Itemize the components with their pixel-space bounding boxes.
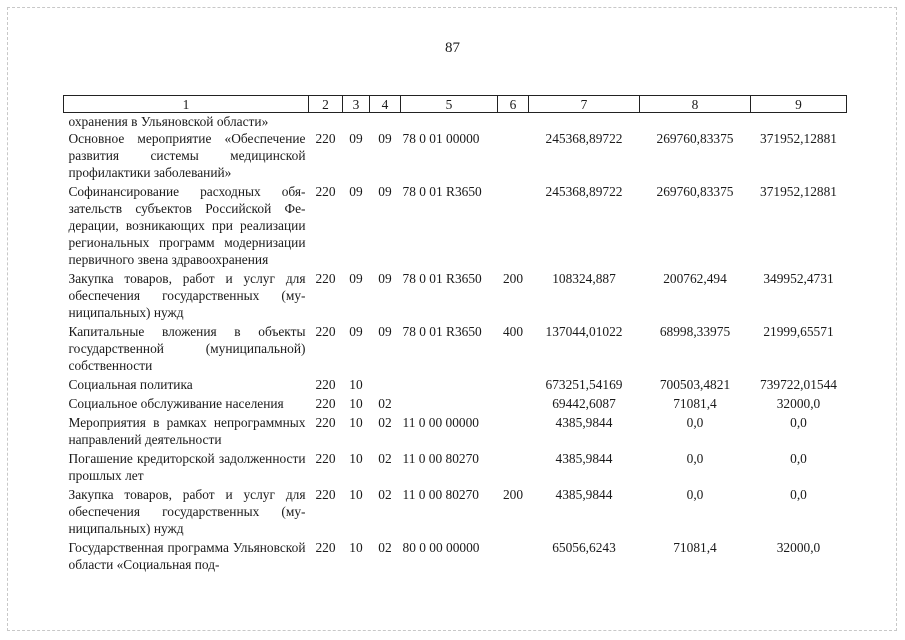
cell-amount-2: 0,0 (686, 487, 704, 502)
cell-subsection: 02 (378, 396, 392, 411)
cell-amount-1: 108324,887 (552, 271, 616, 286)
cell-amount-3: 32000,0 (776, 540, 821, 555)
cell-amount-1: 4385,9844 (555, 415, 613, 430)
cell-amount-2: 71081,4 (673, 396, 717, 411)
row-name: охранения в Ульяновской области» (68, 114, 269, 129)
cell-ministry: 220 (315, 324, 336, 339)
table-row (64, 539, 847, 575)
cell-amount-2: 71081,4 (673, 540, 717, 555)
table-row (64, 376, 847, 395)
cell-expense-type (498, 113, 529, 131)
cell-amount-2: 0,0 (686, 451, 704, 466)
cell-amount-3: 739722,01544 (760, 377, 837, 392)
cell-amount-1: 4385,9844 (555, 451, 613, 466)
cell-amount-1 (529, 113, 640, 131)
row-name: Софинансирование расходных обязательств субъектов Российской Федерации, возникающих при реализации региональных программ модернизации первичного звена здравоохранения (68, 184, 306, 267)
cell-amount-1: 673251,54169 (545, 377, 623, 392)
cell-ministry (309, 113, 343, 131)
cell-expense-type: 200 (502, 487, 524, 502)
cell-subsection: 09 (378, 131, 392, 146)
cell-target-article: 78 0 01 R3650 (402, 184, 482, 199)
table-row (64, 270, 847, 323)
cell-amount-1: 245368,89722 (545, 184, 623, 199)
cell-subsection: 02 (378, 415, 392, 430)
cell-amount-3 (751, 113, 847, 131)
cell-target-article (401, 376, 498, 395)
cell-subsection: 02 (378, 487, 392, 502)
cell-section: 09 (349, 131, 363, 146)
cell-amount-1: 245368,89722 (545, 131, 623, 146)
cell-amount-1: 65056,6243 (552, 540, 616, 555)
cell-target-article: 11 0 00 00000 (402, 415, 479, 430)
cell-expense-type (498, 539, 529, 575)
cell-section: 09 (349, 324, 363, 339)
cell-amount-1: 4385,9844 (555, 487, 613, 502)
cell-section: 09 (349, 184, 363, 199)
column-header-1: 1 (64, 96, 309, 113)
row-name: Закупка товаров, работ и услуг для обеспечения государственных (муниципальных) нужд (68, 487, 306, 536)
cell-ministry: 220 (315, 487, 336, 502)
column-header-5: 5 (401, 96, 498, 113)
cell-amount-2: 200762,494 (663, 271, 727, 286)
table-body (64, 113, 847, 576)
cell-amount-2: 269760,83375 (656, 184, 734, 199)
column-header-2: 2 (309, 96, 343, 113)
table-row (64, 113, 847, 131)
column-header-8: 8 (640, 96, 751, 113)
cell-ministry: 220 (315, 131, 336, 146)
cell-ministry: 220 (315, 377, 336, 392)
cell-expense-type (498, 130, 529, 183)
page-number: 87 (445, 40, 460, 56)
row-name: Социальная политика (68, 377, 193, 392)
row-name: Государственная программа Ульяновской области «Социальная под- (68, 540, 306, 572)
table-row (64, 183, 847, 270)
cell-section: 10 (349, 540, 363, 555)
cell-target-article: 11 0 00 80270 (402, 487, 479, 502)
cell-ministry: 220 (315, 540, 336, 555)
budget-table (63, 95, 847, 575)
cell-expense-type (498, 183, 529, 270)
row-name: Основное мероприятие «Обеспечение развития системы медицинской профилактики заболеваний» (68, 131, 306, 180)
cell-amount-2: 700503,4821 (659, 377, 731, 392)
cell-amount-1: 137044,01022 (545, 324, 623, 339)
row-name: Капитальные вложения в объекты государственной (муниципальной) собственности (68, 324, 306, 373)
cell-amount-3: 371952,12881 (760, 131, 837, 146)
cell-target-article: 11 0 00 80270 (402, 451, 479, 466)
table-row (64, 323, 847, 376)
table-header (64, 96, 847, 113)
cell-section: 10 (349, 487, 363, 502)
cell-expense-type (498, 376, 529, 395)
cell-subsection: 09 (378, 184, 392, 199)
cell-subsection: 02 (378, 451, 392, 466)
cell-ministry: 220 (315, 396, 336, 411)
cell-expense-type: 200 (502, 271, 524, 286)
cell-ministry: 220 (315, 184, 336, 199)
cell-amount-3: 349952,4731 (763, 271, 834, 286)
cell-amount-2: 0,0 (686, 415, 704, 430)
cell-amount-3: 0,0 (790, 415, 807, 430)
cell-expense-type (498, 450, 529, 486)
table-row (64, 395, 847, 414)
cell-target-article (401, 395, 498, 414)
cell-amount-2: 68998,33975 (659, 324, 731, 339)
cell-subsection (370, 376, 401, 395)
cell-section: 10 (349, 396, 363, 411)
row-name: Социальное обслуживание населения (68, 396, 284, 411)
cell-expense-type: 400 (502, 324, 524, 339)
cell-section: 09 (349, 271, 363, 286)
cell-subsection: 09 (378, 271, 392, 286)
row-name: Мероприятия в рамках непрограммных направлений деятельности (68, 415, 306, 447)
cell-ministry: 220 (315, 451, 336, 466)
cell-target-article: 78 0 01 R3650 (402, 324, 482, 339)
cell-target-article: 80 0 00 00000 (402, 540, 480, 555)
column-header-4: 4 (370, 96, 401, 113)
cell-target-article: 78 0 01 00000 (402, 131, 480, 146)
cell-subsection (370, 113, 401, 131)
column-header-3: 3 (343, 96, 370, 113)
cell-subsection: 09 (378, 324, 392, 339)
column-header-6: 6 (498, 96, 529, 113)
cell-amount-3: 371952,12881 (760, 184, 837, 199)
column-header-9: 9 (751, 96, 847, 113)
table-row (64, 450, 847, 486)
cell-expense-type (498, 395, 529, 414)
cell-target-article: 78 0 01 R3650 (402, 271, 482, 286)
table-row (64, 130, 847, 183)
cell-amount-3: 0,0 (790, 451, 807, 466)
cell-amount-3: 32000,0 (776, 396, 821, 411)
row-name: Погашение кредиторской задолженности прошлых лет (68, 451, 306, 483)
cell-section: 10 (349, 415, 363, 430)
cell-section: 10 (349, 451, 363, 466)
cell-section (343, 113, 370, 131)
cell-amount-1: 69442,6087 (552, 396, 616, 411)
cell-amount-2 (640, 113, 751, 131)
table-row (64, 486, 847, 539)
cell-ministry: 220 (315, 271, 336, 286)
cell-ministry: 220 (315, 415, 336, 430)
table-row (64, 414, 847, 450)
cell-subsection: 02 (378, 540, 392, 555)
cell-amount-3: 0,0 (790, 487, 807, 502)
cell-amount-2: 269760,83375 (656, 131, 734, 146)
cell-amount-3: 21999,65571 (763, 324, 834, 339)
cell-expense-type (498, 414, 529, 450)
cell-target-article (401, 113, 498, 131)
column-header-7: 7 (529, 96, 640, 113)
cell-section: 10 (349, 377, 363, 392)
row-name: Закупка товаров, работ и услуг для обеспечения государственных (муниципальных) нужд (68, 271, 306, 320)
